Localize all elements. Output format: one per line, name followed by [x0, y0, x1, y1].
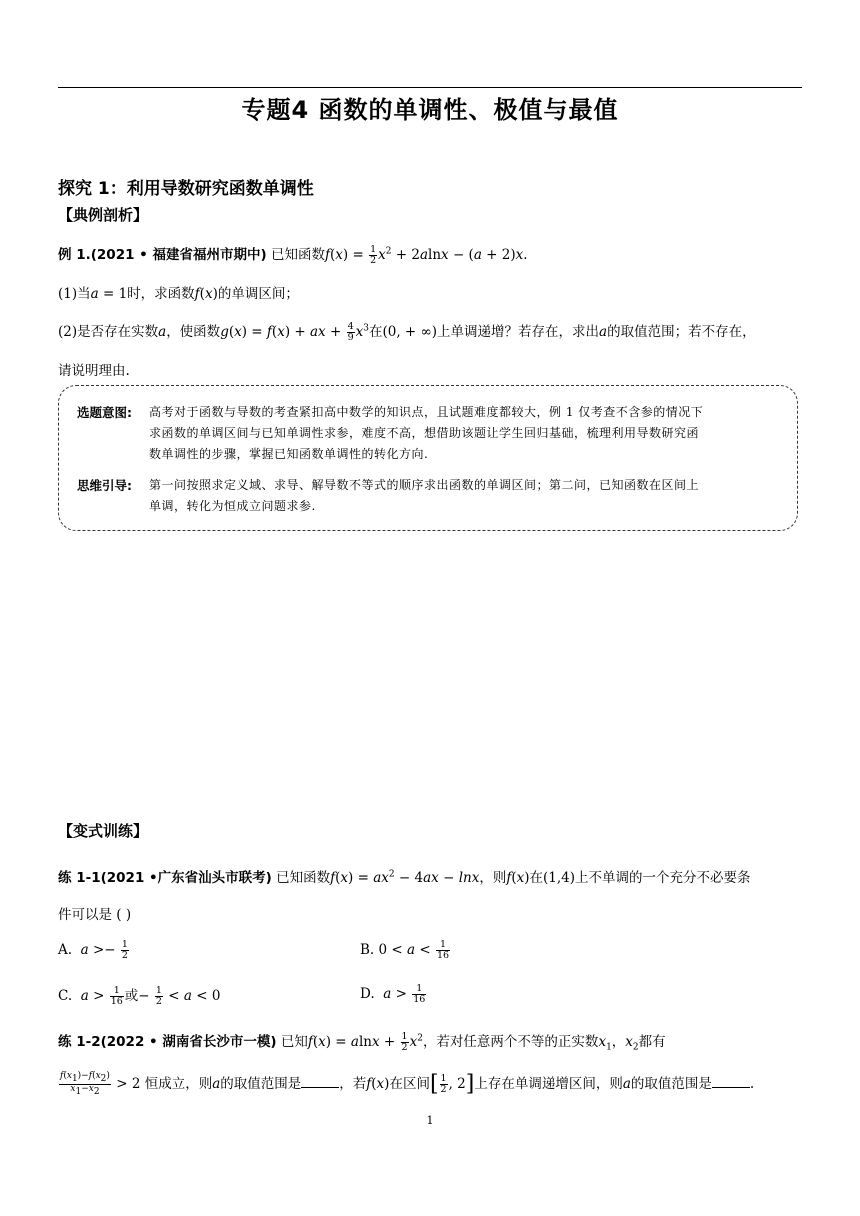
example-1-q2: (2)是否存在实数a，使函数g(x) = f(x) + ax + $\frac{4}{9}$ $x^3$在(0, + ∞)上单调递增？若存在，求出a的取值范围；若不存在，: [58, 321, 756, 343]
page-number: 1: [426, 1114, 434, 1127]
option-b: B. 0 < a < $\frac{1}{16}$: [360, 939, 450, 961]
option-d: D. a > $\frac{1}{16}$: [360, 983, 426, 1005]
variant-tag: 【变式训练】: [58, 822, 149, 840]
answer-blank-1[interactable]: [301, 1075, 339, 1088]
thinking-row: 思维引导: 第一问按照求定义域、求导、解导数不等式的顺序求出函数的单调区间；第二问，已知函数在区间上 单调，转化为恒成立问题求参.: [77, 478, 700, 513]
design-intent-box: [58, 385, 798, 531]
example-1-statement: 例 1.(2021 • 福建省福州市期中) 已知函数f(x) = $\frac{1}{2}$ $x^2 + 2alnx - (a + 2)x$.: [58, 244, 528, 266]
option-a: A. a >− $\frac{1}{2}$: [58, 939, 128, 961]
example-1-q2-cont: 请说明理由.: [58, 363, 130, 379]
practice-1-1-cont: 件可以是 ( ): [58, 907, 132, 923]
page-title: 专题4 函数的单调性、极值与最值: [241, 96, 619, 124]
header-rule: [58, 87, 802, 88]
option-c: C. a > $\frac{1}{16}$ 或− $\frac{1}{2}$ < a < 0: [58, 985, 221, 1007]
example-1-q1: (1)当a = 1时，求函数f(x)的单调区间；: [58, 286, 299, 302]
answer-blank-2[interactable]: [712, 1075, 750, 1088]
practice-1-2-cont: $\frac{f(x_1)-f(x_2)}{x_1-x_2}$ > 2 恒成立，则a的取值范围是 ，若f(x)在区间[ $\frac{1}{2}$ , 2]上存在单调递增区间，则a的取值范围是 .: [60, 1071, 755, 1098]
practice-1-1-statement: 练 1-1(2021 •广东省汕头市联考) 已知函数$f(x) = ax^2 - 4ax - \ln x$，则f(x)在(1,4)上不单调的一个充分不必要条: [58, 869, 751, 886]
example-tag: 【典例剖析】: [58, 206, 149, 224]
section-heading: 探究 1：利用导数研究函数单调性: [58, 179, 314, 199]
practice-1-2-statement: 练 1-2(2022 • 湖南省长沙市一模) 已知f(x) = alnx + $\frac{1}{2}$ $x^2$，若对任意两个不等的正实数$x_1$，$x_2$都有: [58, 1031, 666, 1053]
intent-row: 选题意图: 高考对于函数与导数的考查紧扣高中数学的知识点，且试题难度都较大，例 1 仅考查不含参的情况下 求函数的单调区间与已知单调性求参，难度不高，想借助该题让学生回归基础，梳理利用导数研究函 数单调性的步骤，掌握已知函数单调性的转化方向.: [77, 405, 704, 461]
